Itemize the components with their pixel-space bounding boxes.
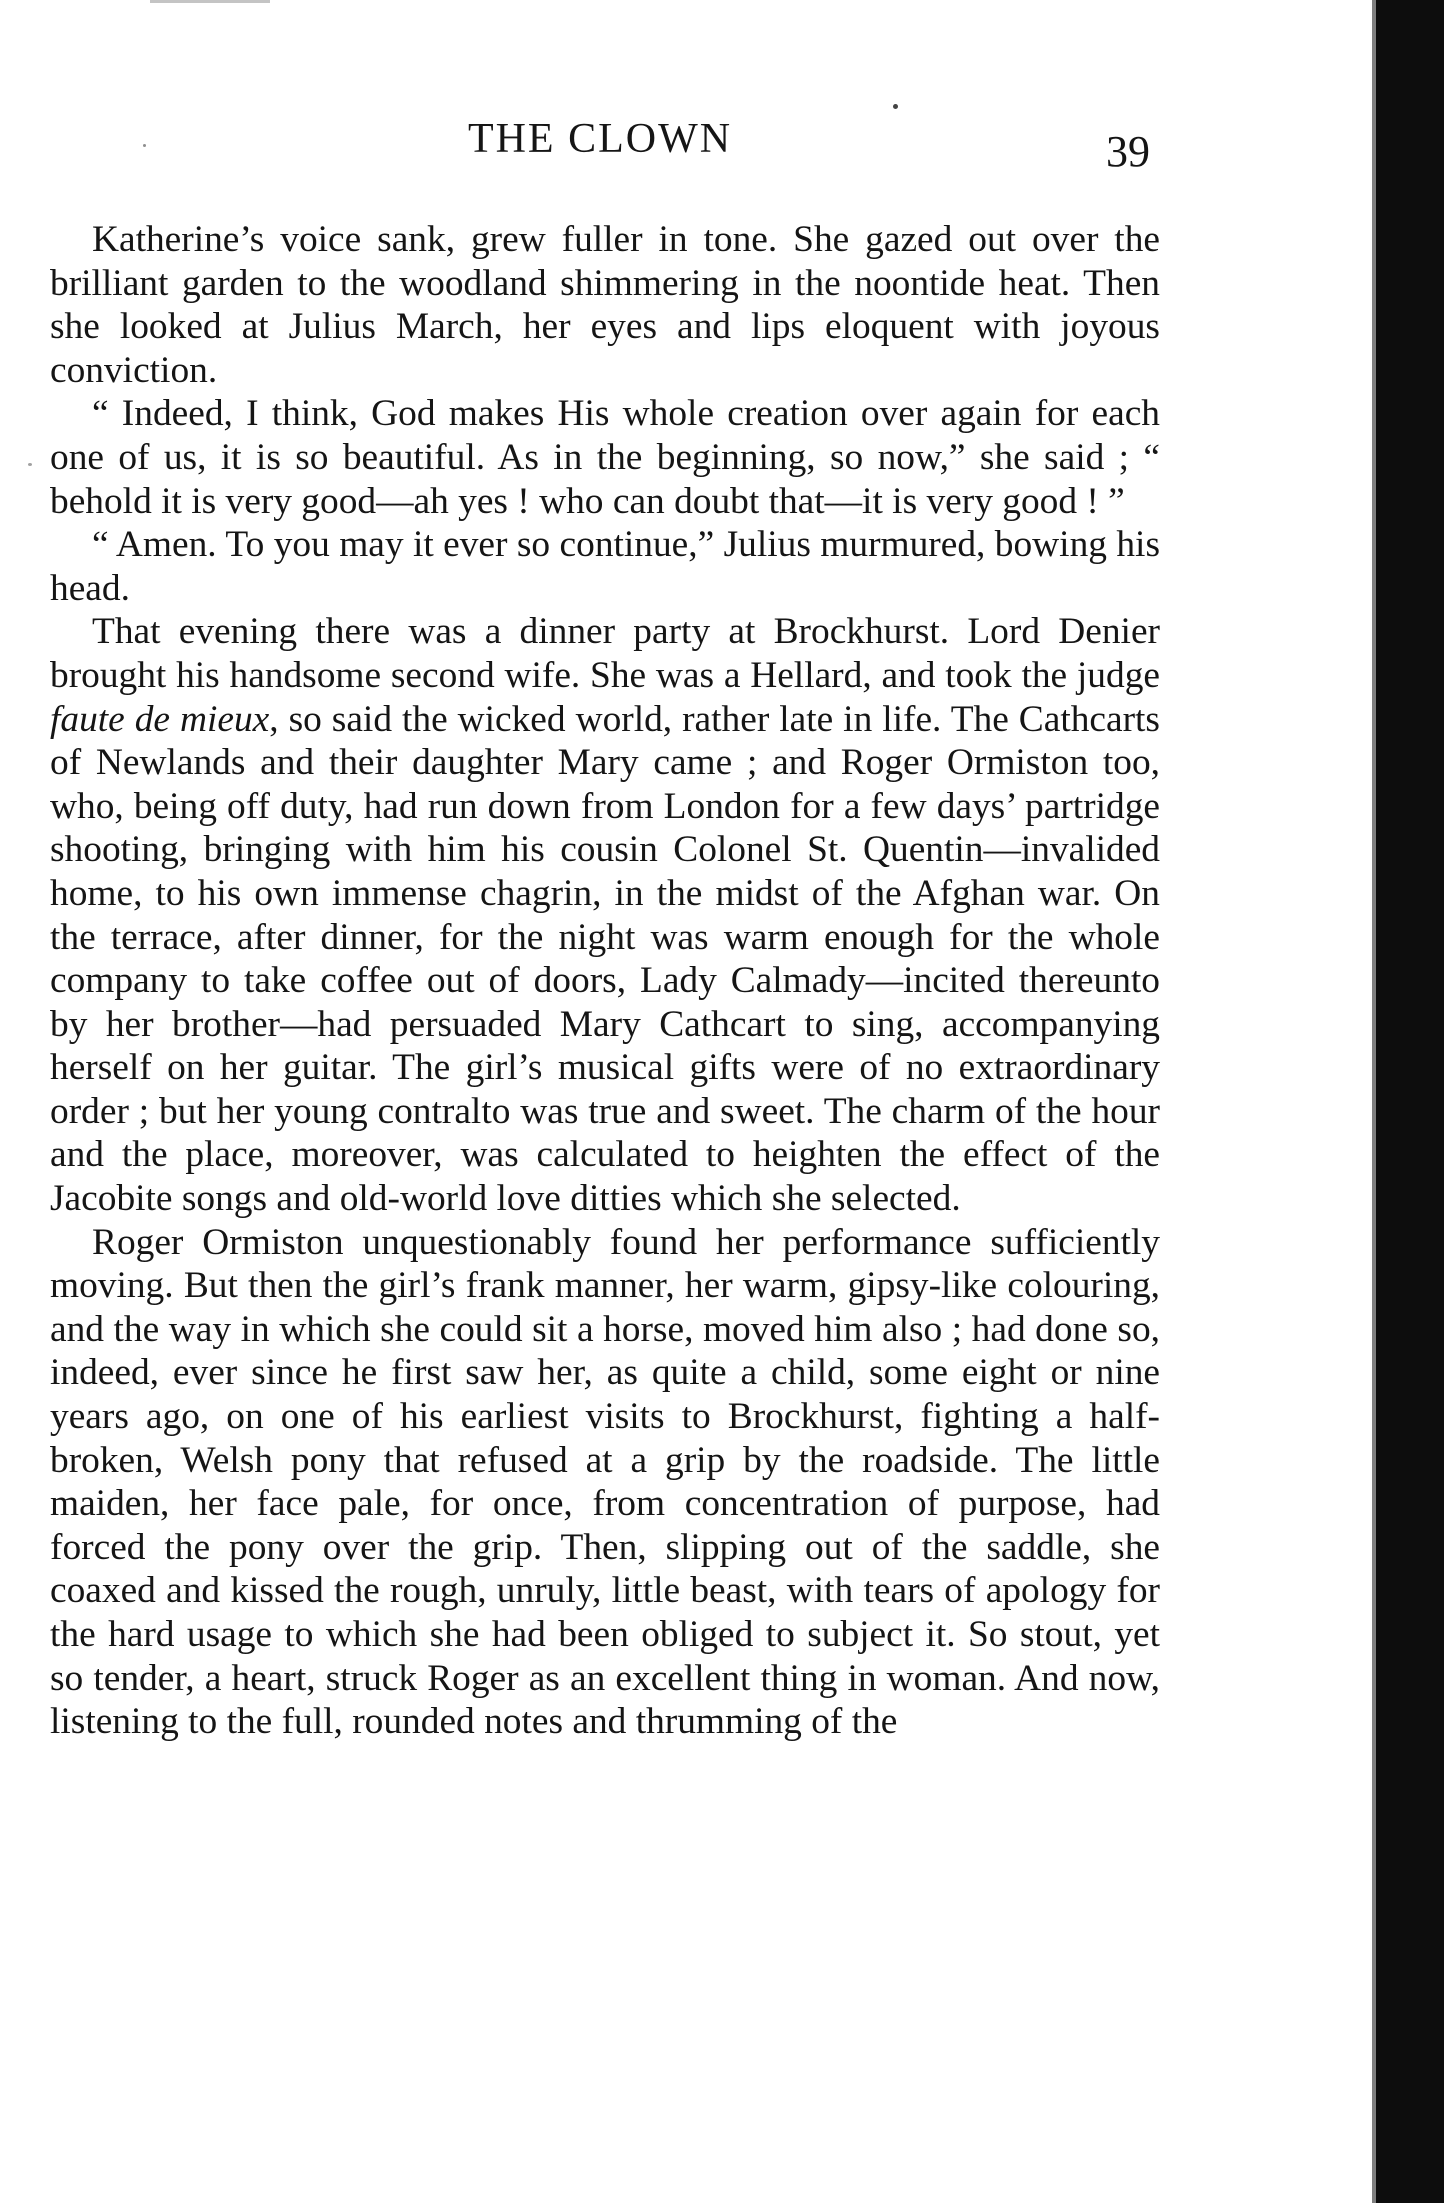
running-head: THE CLOWN xyxy=(467,116,733,162)
paragraph xyxy=(50,610,1160,1220)
italic-phrase: faute de mieux xyxy=(50,698,270,740)
paragraph: “ Indeed, I think, God makes His whole creation over again for each one of us, it is so beautiful. As in the beginning, so now,” she said ; “ behold it is very good—ah yes ! who can doubt that—it is very good ! ” xyxy=(50,393,1160,522)
ink-speck xyxy=(893,104,898,109)
ink-speck xyxy=(28,463,32,466)
paragraph: “ Amen. To you may it ever so continue,” Julius murmured, bowing his head. xyxy=(50,524,1160,609)
binding-edge xyxy=(1376,0,1444,2203)
page-number: 39 xyxy=(1106,127,1150,176)
body-text xyxy=(50,218,1160,1744)
top-edge-mark xyxy=(150,0,270,3)
paragraph: Roger Ormiston unquestionably found her performance sufficiently moving. But then the girl’s frank manner, her warm, gipsy-like colouring, and the way in which she could sit a horse, moved him also ; had done so, indeed, ever since he first saw her, as quite a child, some eight or nine years ago, on one of his earliest visits to Brockhurst, fighting a half-broken, Welsh pony that refused at a grip by the roadside. The little maiden, her face pale, for once, from concentration of purpose, had forced the pony over the grip. Then, slipping out of the saddle, she coaxed and kissed the rough, unruly, little beast, with tears of apology for the hard usage to which she had been obliged to subject it. So stout, yet so tender, a heart, struck Roger as an excellent thing in woman. And now, listening to the full, rounded notes and thrumming of the xyxy=(50,1221,1160,1743)
paragraph-text: That evening there was a dinner party at Brockhurst. Lord Denier brought his handsome second wife. She was a Hellard, and took the judge xyxy=(50,611,1160,696)
paragraph-text: , so said the wicked world, rather late in life. The Cathcarts of Newlands and their daughter Mary came ; and Roger Ormiston too, who, being off duty, had run down from London for a few days’ partridge shooting, bringing with him his cousin Colonel St. Quentin—invalided home, to his own immense chagrin, in the midst of the Afghan war. On the terrace, after dinner, for the night was warm enough for the whole company to take coffee out of doors, Lady Calmady—incited thereunto by her brother—had persuaded Mary Cathcart to sing, accompanying herself on her guitar. The girl’s musical gifts were of no extraordinary order ; but her young contralto was true and sweet. The charm of the hour and the place, moreover, was calculated to heighten the effect of the Jacobite songs and old-world love ditties which she selected. xyxy=(50,698,1160,1220)
paragraph: Katherine’s voice sank, grew fuller in tone. She gazed out over the brilliant garden to the woodland shimmering in the noontide heat. Then she looked at Julius March, her eyes and lips eloquent with joyous conviction. xyxy=(50,219,1160,391)
